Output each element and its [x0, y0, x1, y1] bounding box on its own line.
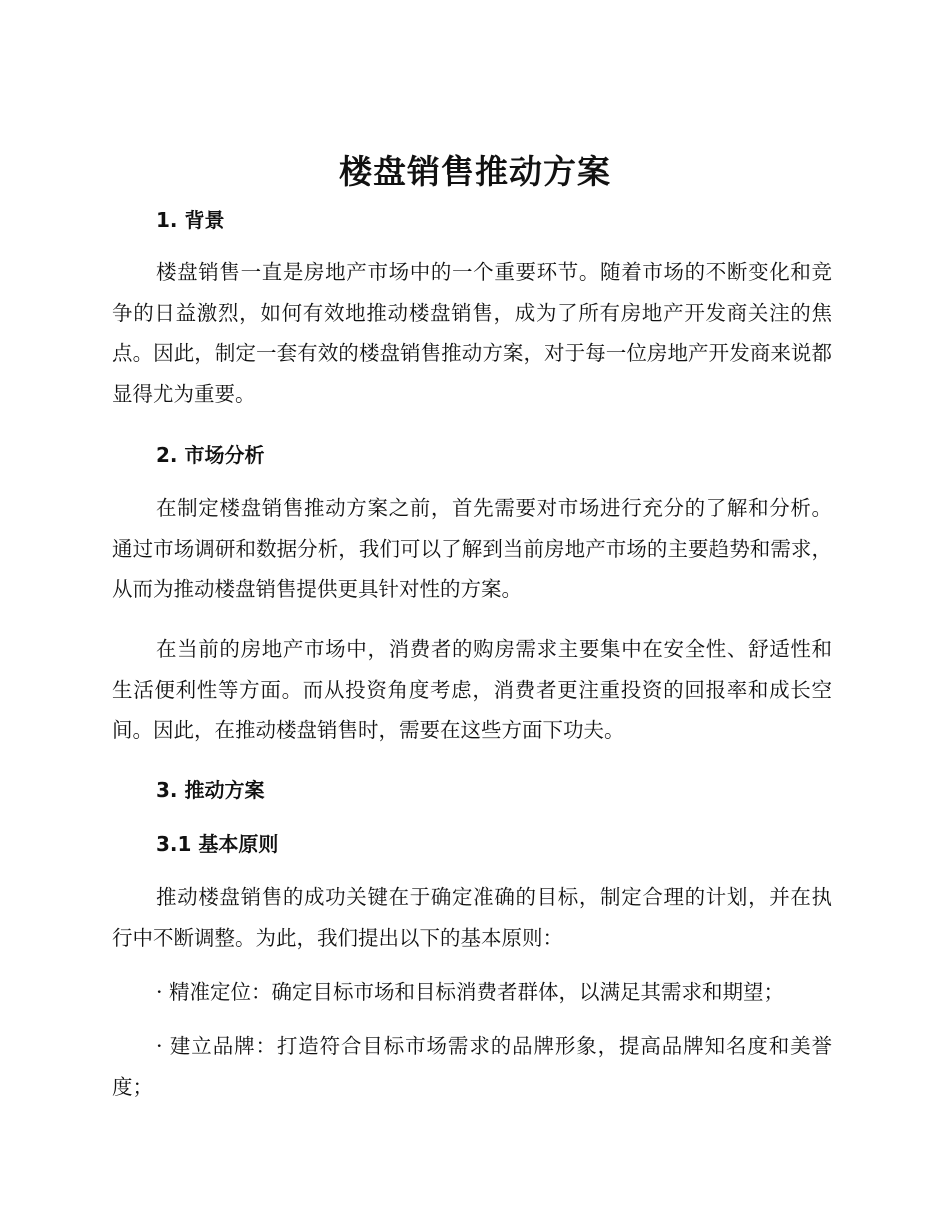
- paragraph-background: 楼盘销售一直是房地产市场中的一个重要环节。随着市场的不断变化和竞争的日益激烈，如何有效地推动楼盘销售，成为了所有房地产开发商关注的焦点。因此，制定一套有效的楼盘销售推动方案，对于每一位房地产开发商来说都显得尤为重要。: [112, 260, 832, 407]
- bullet-item-build-brand: · 建立品牌：打造符合目标市场需求的品牌形象，提高品牌知名度和美誉度；: [112, 1034, 832, 1099]
- section-heading-promotion-plan: 3. 推动方案: [156, 778, 265, 802]
- paragraph-market-analysis-1: 在制定楼盘销售推动方案之前，首先需要对市场进行充分的了解和分析。通过市场调研和数据分析，我们可以了解到当前房地产市场的主要趋势和需求，从而为推动楼盘销售提供更具针对性的方案。: [112, 496, 832, 602]
- section-heading-market-analysis: 2. 市场分析: [156, 443, 265, 467]
- paragraph-basic-principles: 推动楼盘销售的成功关键在于确定准确的目标，制定合理的计划，并在执行中不断调整。为此，我们提出以下的基本原则：: [112, 885, 832, 950]
- bullet-item-precise-positioning: · 精准定位：确定目标市场和目标消费者群体，以满足其需求和期望；: [156, 980, 785, 1004]
- document-title: 楼盘销售推动方案: [339, 152, 611, 191]
- section-heading-background: 1. 背景: [156, 208, 225, 232]
- paragraph-market-analysis-2: 在当前的房地产市场中，消费者的购房需求主要集中在安全性、舒适性和生活便利性等方面。而从投资角度考虑，消费者更注重投资的回报率和成长空间。因此，在推动楼盘销售时，需要在这些方面下功夫。: [112, 637, 832, 743]
- section-heading-basic-principles: 3.1 基本原则: [156, 832, 279, 856]
